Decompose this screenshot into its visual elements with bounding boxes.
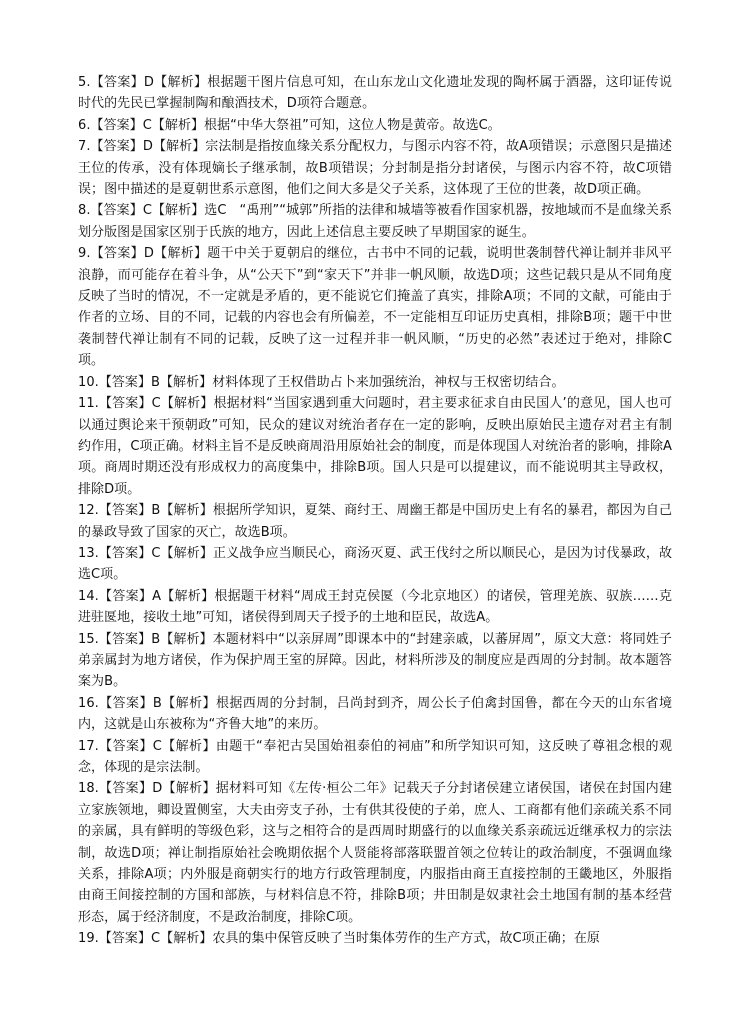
question-number: 14. [78, 588, 99, 604]
question-number: 13. [78, 545, 99, 561]
answer-text: 【答案】B【解析】根据西周的分封制，吕尚封到齐，周公长子伯禽封国鲁，都在今天的山东省境内，这就是山东被称为“齐鲁大地”的来历。 [78, 695, 672, 733]
answer-entry-11 [78, 393, 672, 500]
question-number: 5. [78, 75, 91, 90]
question-number: 18. [78, 781, 99, 797]
answer-entry-18 [78, 778, 672, 928]
question-number: 16. [78, 695, 99, 711]
answer-text: 【答案】D【解析】宗法制是指按血缘关系分配权力，与图示内容不符，故A项错误；示意图只是描述王位的传承，没有体现嫡长子继承制，故B项错误；分封制是指分封诸侯，与图示内容不符，故C项错误；图中描述的是夏朝世系示意图，他们之间大多是父子关系，这体现了王位的世袭，故D项正确。 [78, 139, 672, 198]
answer-text: 【答案】C【解析】正义战争应当顺民心，商汤灭夏、武王伐纣之所以顺民心，是因为讨伐暴政，故选C项。 [78, 545, 672, 583]
answer-entry-16 [78, 693, 672, 736]
answer-entry-9 [78, 243, 672, 371]
answer-text: 【答案】C【解析】选C “禹刑”“城郭”所指的法律和城墙等被看作国家机器，按地域而不是血缘关系划分版图是国家区别于氏族的地方，因此上述信息主要反映了早期国家的诞生。 [78, 203, 672, 240]
answer-entry-5 [78, 72, 672, 115]
answer-explanations [78, 72, 672, 1012]
question-number: 15. [78, 631, 99, 647]
question-number: 9. [78, 246, 91, 262]
question-number: 17. [78, 738, 99, 754]
answer-text: 【答案】A【解析】根据题干材料“周成王封克侯匽（今北京地区）的诸侯，管理羌族、驭族……克进驻匽地，接收土地”可知，诸侯得到周天子授予的土地和臣民，故选A。 [78, 588, 672, 626]
answer-entry-8 [78, 200, 672, 243]
answer-text: 【答案】B【解析】根据所学知识，夏桀、商纣王、周幽王都是中国历史上有名的暴君，都因为自己的暴政导致了国家的灭亡，故选B项。 [78, 503, 672, 540]
answer-text: 【答案】C【解析】由题干“奉祀古吴国始祖泰伯的祠庙”和所学知识可知，这反映了尊祖念根的观念，体现的是宗法制。 [78, 738, 672, 775]
question-number: 12. [78, 503, 99, 519]
answer-text: 【答案】D【解析】据材料可知《左传·桓公二年》记载天子分封诸侯建立诸侯国，诸侯在封国内建立家族领地，卿设置侧室，大夫由旁支子孙，士有供其役使的子弟，庶人、工商都有他们亲疏关系不同的亲属，具有鲜明的等级色彩，这与之相符合的是西周时期盛行的以血缘关系亲疏远近继承权力的宗法制，故选D项；禅让制指原始社会晚期依据个人贤能将部落联盟首领之位转让的政治制度，不强调血缘关系，排除A项；内外服是商朝实行的地方行政管理制度，内服指由商王直接控制的王畿地区，外服指由商王间接控制的方国和部族，与材料信息不符，排除B项；井田制是奴隶社会土地国有制的基本经营形态，属于经济制度，不是政治制度，排除C项。 [78, 781, 672, 925]
answer-text: 【答案】B【解析】本题材料中“以亲屏周”即课本中的“封建亲戚，以蕃屏周”，原文大意：将同姓子弟亲属封为地方诸侯，作为保护周王室的屏障。因此，材料所涉及的制度应是西周的分封制。故本题答案为B。 [78, 631, 672, 690]
answer-text: 【答案】C【解析】根据材料“当国家遇到重大问题时，君主要求征求自由民国人’的意见，国人也可以通过舆论来干预朝政”可知，民众的建议对统治者存在一定的影响，反映出原始民主遗存对君主有制约作用，C项正确。材料主旨不是反映商周沿用原始社会的制度，而是体现国人对统治者的影响，排除A项。商周时期还没有形成权力的高度集中，排除B项。国人只是可以提建议，而不能说明其主导政权，排除D项。 [78, 396, 672, 497]
question-number: 10. [78, 374, 99, 390]
answer-entry-14 [78, 586, 672, 629]
answer-text: 【答案】D【解析】题干中关于夏朝启的继位，古书中不同的记载，说明世袭制替代禅让制并非风平浪静，而可能存在着斗争，从“公天下”到“家天下”并非一帆风顺，故选D项；这些记载只是从不同角度反映了当时的情况，不一定就是矛盾的，更不能说它们掩盖了真实，排除A项；不同的文献，可能由于作者的立场、目的不同，记载的内容也会有所偏差，不一定能相互印证历史真相，排除B项；题干中世袭制替代禅让制有不同的记载，反映了这一过程并非一帆风顺，“历史的必然”表述过于绝对，排除C项。 [78, 246, 672, 369]
question-number: 8. [78, 203, 91, 219]
answer-entry-7 [78, 136, 672, 200]
answer-entry-6 [78, 115, 672, 136]
answer-text: 【答案】C【解析】根据“中华大祭祖”可知，这位人物是黄帝。故选C。 [90, 117, 501, 133]
question-number: 19. [78, 931, 99, 947]
answer-entry-12 [78, 500, 672, 543]
answer-text: 【答案】B【解析】材料体现了王权借助占卜来加强统治，神权与王权密切结合。 [98, 374, 565, 390]
answer-entry-13 [78, 543, 672, 586]
answer-entry-10 [78, 372, 672, 393]
question-number: 6. [78, 117, 91, 133]
answer-entry-19 [78, 928, 672, 949]
answer-text: 【答案】C【解析】农具的集中保管反映了当时集体劳作的生产方式，故C项正确；在原 [98, 931, 600, 947]
answer-entry-15 [78, 629, 672, 693]
answer-text: 【答案】D【解析】根据题干图片信息可知，在山东龙山文化遗址发现的陶杯属于酒器，这印证传说时代的先民已掌握制陶和酿酒技术，D项符合题意。 [78, 75, 672, 112]
question-number: 7. [78, 139, 91, 155]
question-number: 11. [78, 396, 99, 412]
answer-entry-17 [78, 736, 672, 779]
